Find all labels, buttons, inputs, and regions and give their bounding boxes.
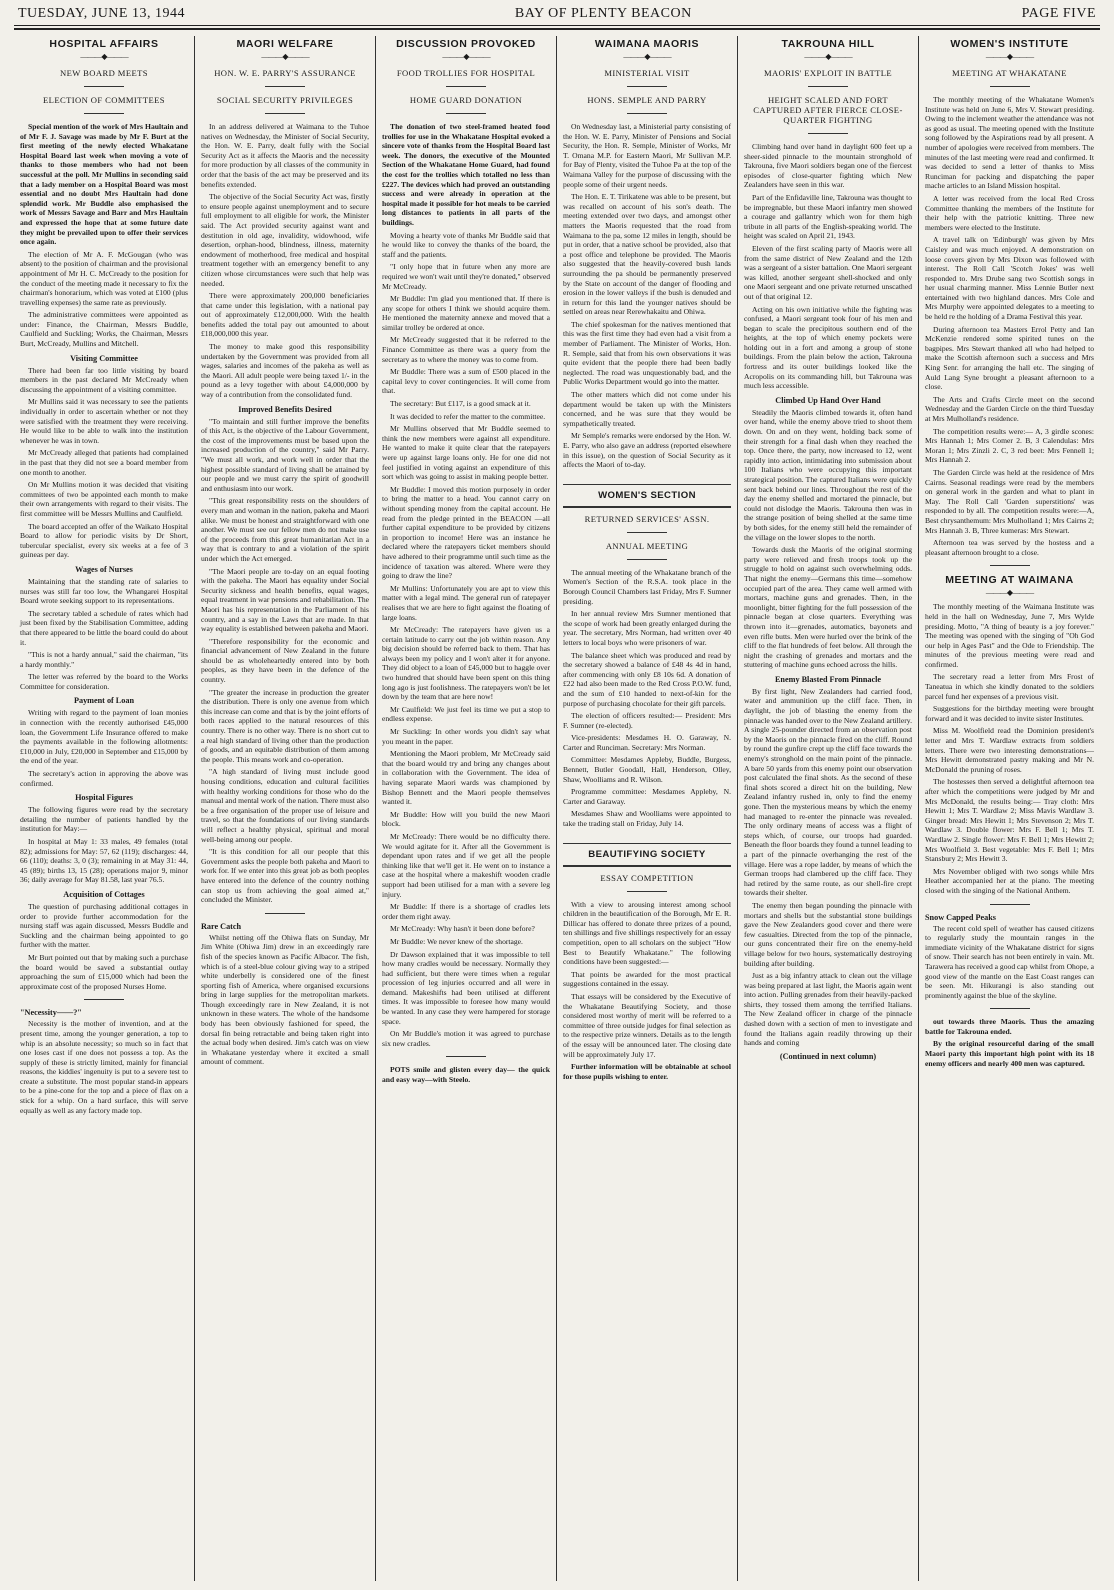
paragraph: There had been far too little visiting by board members in the past declared Mr McCready when discussing the appointment of a visiting committee. [20,365,188,394]
paragraph: "The greater the increase in production the greater the distribution. There is only one avenue from which this increase can come and that is by the joint efforts of both races applied to the natural resources of this country. There is no other way. There is no short cut to a real high standard of living other than the production of goods, and an equitable distribution of them among the people. This means work and co-operation. [201,687,369,764]
paragraph: The letter was referred by the board to the Works Committee for consideration. [20,672,188,691]
paragraph: The chief spokesman for the natives mentioned that this was the first time they had even had a visit from a member of Parliament. The Minister of Works, Hon. R. Semple, said that from his own observations it was quite evident that the people there had been badly neglected. The road was unquestionably bad, and the Public Works Department would go into the matter. [563,319,731,387]
paragraph: With a view to arousing interest among school children in the beautification of the Borough, Mr E. R. Dillicar has offered to donate three prizes of a pound, ten shillings and five shillings respectively for an essay competition, open to all scholars on the subject "How Best to Beautify Whakatane." The following conditions have been suggested:— [563,899,731,967]
paragraph: Mr Buddle: We never knew of the shortage. [390,936,523,946]
short-rule [446,86,486,87]
paragraph: The Hon. E. T. Tirikatene was able to be present, but was recalled on account of his son's death. The meeting extended over two days, and amongst other matters the Maoris requested that the road from Waimana to the pa, some 12 miles in length, should be put in order, that a native school be provided, also that a post office and telephone be provided. The Maoris also suggested that the heavily-covered bush lands surrounding the pa should be permanently preserved by the State on account of the danger of flooding and erosion in the lower valleys if the bush is denuded and in return for this land the younger natives should be settled on areas near Rerewhakaitu and Ohiwa. [563,192,731,317]
short-rule [990,565,1030,566]
section-banner: BEAUTIFYING SOCIETY [563,843,731,867]
subheadline: SOCIAL SECURITY PRIVILEGES [216,95,354,105]
paragraph: Suggestions for the birthday meeting were brought forward and it was decided to invite sister Institutes. [925,704,1094,723]
paragraph: The objective of the Social Security Act was, firstly to ensure people against unemployment and to secure full employment to all eligible for work, the Minister said. The Act provided security against want and destitution in old age, invalidity, widowhood, wife desertion, orphan-hood, blindness, illness, maternity endowment of motherhood, free medical and hospital treatment together with an emergency benefit to any citizen whose circumstances were such that help was needed. [201,192,369,288]
short-rule [808,133,848,134]
paragraph: The question of purchasing additional cottages in order to provide further accommodation for the nursing staff was again discussed, Messrs Buddle and Suckling and the chairman being appointed to go further with the matter. [20,901,188,950]
paragraph: Mr McCready: The ratepayers have given us a certain latitude to carry out the job within reason. Any big decision should be referred back to them. That has always been my policy and I won't alter it for anyone. They did object to a loan of £45,000 but to haggle over two hundred that should have been spent on this thing long ago is just foolishness. The ratepayers won't be let down by the team that are here now! [382,625,550,702]
paragraph: A travel talk on 'Edinburgh' was given by Mrs Caisley and was much enjoyed. A demonstration on loose covers given by Mrs Dixon was followed with interest. The Roll Call 'Scotch Jokes' was well responded to. Mrs Drube sang two Scottish songs in her usual charming manner. Miss Lennie Butler next entertained with two highland dances. Mrs Cole and Mrs Murphy were appointed delegates to a meeting to be held re the holding of a Drama Festival this year. [925,235,1094,322]
paragraph: "To maintain and still further improve the benefits of this Act, is the objective of the Labour Government, the cost of the improvements must be based upon the increased production of the country," said Mr Parry. "We must all work, and work well in order that the highest possible standard of living shall be attained by our people and we must carry the spirit of goodwill and enthusiasm into our work. [201,416,369,493]
paragraph: During afternoon tea Masters Errol Petty and Ian McKenzie rendered some spirited tunes on the bagpipes. Mrs Stewart thanked all who had helped to make the Scottish afternoon such a success and Mrs King Senr. for arranging the hall etc. The singing of Auld Lang Syne brought a pleasant afternoon to a close. [925,324,1094,392]
paragraph: The annual meeting of the Whakatane branch of the Women's Section of the R.S.A. took place in the Borough Council Chambers last Friday, Mrs F. Sumner presiding. [563,567,731,606]
column-maori-welfare [195,36,376,1581]
short-rule [627,86,667,87]
section-heading: Enemy Blasted From Pinnacle [774,674,882,684]
column-hospital-affairs [14,36,195,1581]
subheadline: NEW BOARD MEETS [60,68,148,78]
page-number: PAGE FIVE [1021,6,1096,21]
short-rule [627,891,667,892]
paragraph: Mr Caulfield: We just feel its time we put a stop to endless expense. [382,704,550,724]
column-womens-institute [919,36,1100,1581]
ornament-divider [563,52,731,62]
article-heading: "Necessity——?" [20,1008,82,1018]
short-rule [446,1056,486,1057]
subheadline: ANNUAL MEETING [605,540,689,551]
paragraph: Part of the Enfidaville line, Takrouna was thought to be impregnable, but these Maori infantry men showed a courage and gallantry which won for them high tribute in all parts of the English-speaking world. The height was scaled on April 21, 1943. [744,192,912,241]
short-rule [446,113,486,114]
subheadline: FOOD TROLLIES FOR HOSPITAL [396,68,536,78]
paragraph: It was decided to refer the matter to the committee. [390,411,546,421]
headline: TAKROUNA HILL [781,38,875,50]
headline: WAIMANA MAORIS [594,38,700,50]
paragraph: The secretary tabled a schedule of rates which had just been fixed by the Stabilisation Committee, adding that there appeared to be little the board could do about it. [20,608,188,647]
subheadline: RETURNED SERVICES' ASSN. [584,513,710,524]
subheadline: HOME GUARD DONATION [409,95,523,105]
section-heading: Visiting Committee [70,353,138,363]
short-rule [627,113,667,114]
masthead [14,6,1100,26]
paragraph: Mesdames Shaw and Woolliams were appointed to take the trading stall on Friday, July 14. [563,809,731,829]
paragraph: The following figures were read by the secretary detailing the number of patients handled by the institution for May:— [20,805,188,834]
paragraph: Mr Burt pointed out that by making such a purchase the board would be saved a substantial outlay approaching the sum of £15,000 which had been the approximate cost of the proposed Nurses Home. [20,952,188,991]
paragraph: Writing with regard to the payment of loan monies in connection with the recently authorised £45,000 loan, the Government Life Insurance offered to make the payments available in the following allotments: £10,000 in July, £20,000 in September and £15,000 by the end of the year. [20,708,188,766]
paragraph: Committee: Mesdames Appleby, Buddle, Burgess, Bennett, Butler Goodall, Hall, Henderson, Olley, Shaw, Woolliams and R. Wilson. [563,755,731,784]
paragraph: Mr Semple's remarks were endorsed by the Hon. W. E. Parry, who also gave an address (reported elsewhere in this issue), on the question of Social Security as it affects the Maori of to-day. [563,431,731,470]
section-heading: Climbed Up Hand Over Hand [775,395,881,405]
paragraph: The secretary: But £117, is a good smack at it. [390,399,531,409]
subheadline: MAORIS' EXPLOIT IN BATTLE [763,68,893,78]
ornament-divider [20,52,188,62]
paragraph: There were approximately 200,000 beneficiaries that came under this legislation, with a national pay out of approximately £12,000,000. With the health benefits added the total pay out amounted to about £18,000,000 this year. [201,291,369,339]
paragraph: The hostesses then served a delightful afternoon tea after which the competitions were judged by Mr and Mrs McDonald, the results being:— Tray cloth: Mrs Hewitt 1; Mrs T. Wardlaw 2; Miss Mavis Wardlaw 3. Ginger bread: Mrs Hewitt 1; Mrs Stevenson 2; Mrs T. Wardlaw 3. Double flower: Mrs F. Bell 1; Mrs T. Wardlaw 2. Single flower: Mrs F. Bell 1; Mrs Hewitt 2; Mrs Woolfield 3. Best vegetable: Mrs F. Bell 1; Mrs Stansbury 2; Mrs Hewitt 3. [925,777,1094,864]
paragraph: In hospital at May 1: 33 males, 49 females (total 82); admissions for May: 57, 62 (119); discharges: 44, 66 (110); deaths: 3, 0 (3); remaining in at May 31: 44, 45 (89); births 13, 15 (28); operations major 9, minor 36; daily average for May 81.58, last year 76.5. [20,837,188,885]
ornament-divider [925,588,1094,598]
lead-paragraph: The donation of two steel-framed heated food trollies for use in the Whakatane Hospital evoked a sincere vote of thanks from the Hospital Board last week. The donors, the executive of the Mounted Section of the Whakatane Home Guard, had found the cost for the trollies which totalled no less than £227. The devices which had proved an outstanding success and were already in operation at the hospital made it possible for hot meals to be carried long distances to patients in all parts of the buildings. [382,122,550,227]
paragraph: In her annual review Mrs Sumner mentioned that the scope of work had been greatly enlarged during the year. The secretary, Mrs Norman, had written over 40 letters to local boys who were prisoners of war. [563,609,731,647]
section-heading: Improved Benefits Desired [238,404,332,414]
section-heading: Wages of Nurses [75,564,133,574]
column-takrouna-hill [738,36,919,1581]
paragraph: On Mr Buddle's motion it was agreed to purchase six new cradles. [382,1029,550,1048]
paragraph: Mr Mullins: Unfortunately you are apt to view this matter with a legal mind. The general run of ratepayer realises that we are here to fight against the floating of large loans. [382,583,550,622]
headline: WOMEN'S INSTITUTE [950,38,1069,50]
short-rule [84,999,124,1000]
subheadline: HEIGHT SCALED AND FORT CAPTURED AFTER FIERCE CLOSE-QUARTER FIGHTING [753,95,903,125]
paragraph: The administrative committees were appointed as under: Finance, the Chairman, Messrs Buddle, Caulfield and Suckling; Works, the Chairman, Messrs Burt, McCready, Mullins and Mitchell. [20,310,188,349]
column-waimana-maoris [557,36,738,1581]
section-heading: Hospital Figures [75,793,133,803]
paragraph: "This is not a hardy annual," said the chairman, "its a hardy monthly." [20,650,188,669]
section-banner: WOMEN'S SECTION [563,484,731,508]
paragraph: The money to make good this responsibility undertaken by the Government was provided from all wages, salaries and incomes of the pakeha as well as the Maori. All adult people were being taxed 1/- in the pound as a levy together with about £4,000,000 by way of a contribution from the consolidated fund. [201,342,369,400]
subheadline: HONS. SEMPLE AND PARRY [587,95,707,105]
paragraph: Towards dusk the Maoris of the original storming party were relieved and fresh troops took up the struggle to hold on against such overwhelming odds. That night the enemy—Germans this time—somehow occupied part of the area. They came well armed with mortars, machine guns and grenades. Then, in the moonlight, bitter fighting for the full possession of the pinnacle began at close quarters. Everything was thrown into it—grenades, automatics, bayonets and even rifle butts. Men were hurled over the brink of the cliff to the flat hundreds of feet below. All through the night the crashing of grenades and mortars and the stuttering of machine guns echoed across the hills. [744,545,912,670]
paragraph: Mr McCready alleged that patients had complained in the past that they did not see a board member from one month to another. [20,448,188,477]
paragraph: Mentioning the Maori problem, Mr McCready said that the board would try and bring any changes about in collaboration with the Government. The idea of having separate Maori wards was championed by Bishop Bennett and the Maori people themselves wanted it. [382,749,550,807]
paragraph: "Therefore responsibility for the economic and financial advancement of New Zealand in the future should be as wholeheartedly entered into by both peoples, as they have been in the defence of the country. [201,636,369,685]
paragraph: Mr Mullins said it was necessary to see the patients individually in order to ascertain whether or not they were satisfied with the treatment they were receiving. He would like to be able to walk into the institution whenever he was in town. [20,397,188,445]
paragraph: The secretary read a letter from Mrs Frost of Taneatua in which she kindly donated to the soldiers parcel fund her expenses of a previous visit. [925,672,1094,701]
paragraph: By first light, New Zealanders had carried food, water and ammunition up the cliff face. Then, in daylight, the job of blasting the enemy from the pinnacle was handed over to the New Zealand artillery. A single 25-pounder directed from an observation post by the Maoris on the pinnacle fired on the cliff. Round by round the gunfire crept up the cliff face towards the enemy's stronghold on the main point of the pinnacle. A bare 50 yards from this enemy point our observation post calculated the final shots. As the second of these final shots scored a direct hit on the building, New Zealand infantry rushed in, only to find the enemy gone. Then the mysterious means by which the enemy had managed to re-enter the pinnacle was revealed. The only ordinary means of access was a flight of steps which, of course, our troops had guarded. Beneath the floor boards they found a tunnel leading to a part of the pinnacle overhanging the rest of the village. Here was a rope ladder, by means of which the German troops had clambered up the cliff face. They had retired by the same route, as our shell-fire crept towards their shelter. [744,686,912,898]
ornament-divider [925,52,1094,62]
paragraph: Mr McCready suggested that it be referred to the Finance Committee as there was a query from the secretary as to where the money was to come from. [382,335,550,364]
paper-name: BAY OF PLENTY BEACON [514,6,692,21]
short-rule [84,113,124,114]
paragraph: Mr Buddle: How will you build the new Maori block. [382,809,550,829]
continued-note: (Continued in next column) [779,1051,877,1061]
subheadline: HON. W. E. PARRY'S ASSURANCE [214,68,356,78]
subheadline: MINISTERIAL VISIT [604,68,690,78]
short-rule [627,559,667,560]
paragraph: The monthly meeting of the Whakatane Women's Institute was held on June 6, Mrs V. Stewart presiding. Owing to the inclement weather the attendance was not as good as usual. The meeting opened with the Institute song followed by the Aspirations read by all present. A number of apologies were received from members. The minutes of the last meeting were read and confirmed. It was decided to send a letter of thanks to Miss Runciman for packing and dispatching the paper mache articles to an Island Mission hospital. [925,95,1094,191]
paragraph: Miss M. Woolfield read the Dominion president's letter and Mrs T. Wardlaw extracts from soldiers letters. There were two interesting demonstrations—Mrs Hewitt demonstrated pastry making and Mr N. McDonald the pruning of roses. [925,726,1094,774]
paragraph: The Garden Circle was held at the residence of Mrs Cairns. Seasonal readings were read by the members on general work in the garden and what to plant in May. The Roll Call 'Garden superstitions' was responded to by all. The competition results were:—A, Best chrysanthemum: Mrs Mulholland 1; Mrs Cairns 2; Mrs Hannah 3. B, Three kumeras: Mrs Stewart. [925,467,1094,535]
short-rule [627,532,667,533]
issue-date: TUESDAY, JUNE 13, 1944 [18,6,185,21]
subheadline: ELECTION OF COMMITTEES [43,95,165,105]
paragraph: Mr Buddle: I moved this motion purposely in order to bring the matter to a head. You cannot carry on without spending money from the capital account. He read from the pledge printed in the BEACON —all further capital expenditure to be provided by citizens in proportion to income! Here was an instance he declared where the ratepayers ticket members should have adhered to their programme until such time as the incidence of taxation was altered. Where were they going to draw the line? [382,484,550,581]
paragraph: "This great responsibility rests on the shoulders of every man and woman in the nation, pakeha and Maori alike. We must be honest and straightforward with one another. We must see our fellow men do not make use of the proceeds from this great humanitarian Act in a way that is contrary to and a violation of the spirit under which the Act emerged. [201,496,369,563]
article-heading: Snow Capped Peaks [925,912,996,922]
paragraph: Moving a hearty vote of thanks Mr Buddle said that he would like to convey the thanks of the board, the staff and the patients. [382,230,550,259]
masthead-rule [14,28,1100,30]
paragraph: Mr Buddle: If there is a shortage of cradles lets order them right away. [382,902,550,921]
paragraph: On Wednesday last, a Ministerial party consisting of the Hon. W. E. Parry, Minister of Pensions and Social Security, the Hon. R. Semple, Minister of Works, Mr T. Omana M.P. for Eastern Maori, Mr Sullivan M.P. for Bay of Plenty, visited the Tuhoe Pa at the top of the Waimana Valley for the purpose of discussing with the people some of their urgent needs. [563,122,731,189]
paragraph: The election of officers resulted:— President: Mrs F. Sumner (re-elected). [563,711,731,730]
paragraph: Vice-presidents: Mesdames H. O. Garaway, N. Carter and Runciman. Secretary: Mrs Norman. [563,733,731,752]
paragraph: That essays will be considered by the Executive of the Whakatane Beautifying Society, and those considered most worthy of merit will be referred to a committee of three outside judges for final selection as to the respective prize winners. Details as to the length of the essay will be announced later. The closing date will be approximately July 17. [563,991,731,1059]
paragraph: "It is this condition for all our people that this Government asks the people both pakeha and Maori to work for. If we enter into this great job as both peoples have entered into the defence of the country nothing can stop us from achieving the goal aimed at," concluded the Minister. [201,847,369,905]
paragraph: out towards three Maoris. Thus the amazing battle for Takrouna ended. [925,1017,1094,1036]
paragraph: Eleven of the first scaling party of Maoris were all from the same district of New Zealand and the 12th was a sergeant of a sister battalion. One Maori sergeant was killed, another sergeant shell-shocked and only one Maori sergeant and one private returned unscathed out of that original 12. [744,243,912,301]
paragraph: The recent cold spell of weather has caused citizens to regularly study the mountain ranges in the immediate vicinity of the Whakatane district for signs of snow. Their search has not been entirely in vain. Mt. Tarawera has received a good cap whilst from Ohope, a good view of the mantle on the East Coast ranges can be seen. Mt. Hikurangi is also standing out prominently against the blue of the skyline. [925,923,1094,1000]
advertisement: POTS smile and glisten every day— the quick and easy way—with Steelo. [382,1065,550,1085]
paragraph: On Mr Mullins motion it was decided that visiting committees of two be appointed each month to make their own arrangements with regard to their visits. The first committee will be Messrs Mullins and Caulfield. [20,480,188,518]
paragraph: The balance sheet which was produced and read by the secretary showed a balance of £48 4s 4d in hand, after commencing with only £8 10s 6d. A donation of £22 had also been made to the Red Cross P.O.W. fund, and the sum of £10 handed to next-of-kin for the purpose of purchasing chocolate for their gift parcels. [563,650,731,708]
paragraph: Dr Dawson explained that it was impossible to tell how many cradles would be necessary. Normally they had sufficient, but there were times when a regular procession of leg injuries occurred and all were in demand. Makeshifts had been utilised at different times. It was impossible to foresee how many would be wanted. In any case they were hampered for storage space. [382,949,550,1026]
paragraph: Mr Suckling: In other words you didn't say what you meant in the paper. [382,727,550,746]
headline: MAORI WELFARE [236,38,334,50]
paragraph: Just as a big infantry attack to clean out the village was being prepared at last light, the Maoris again went into action. Pulling grenades from their heavily-packed shirts, they tossed them among the terrified Italians. The New Zealand officer in charge of the pinnacle dashed down with a section of men to investigate and found the Italians again readily throwing up their hands and coming [744,971,912,1048]
ornament-divider [201,52,369,62]
headline: DISCUSSION PROVOKED [396,38,536,50]
paragraph: Afternoon tea was served by the hostess and a pleasant afternoon brought to a close. [925,538,1094,557]
paragraph: Necessity is the mother of invention, and at the present time, among the younger generation, a top to whip is an absolute necessity; so much so in fact that one loses cast if one does not possess a top. As the supply of these is strictly limited, mainly for financial reasons, the kiddies' ingenuity is put to a severe test to create a substitute. The most popular stand-in appears to be a pine-cone for the top and a piece of flax on a stick for a whip. On a hard surface, this will serve equally as well as any factory made top. [20,1019,188,1115]
paragraph: "I only hope that in future when any more are required we won't wait until they're donated," observed Mr McCready. [382,262,550,291]
paragraph: The Arts and Crafts Circle meet on the second Wednesday and the Garden Circle on the third Tuesday at Mrs Mulholland's residence. [925,394,1094,423]
subheadline: MEETING AT WHAKATANE [952,68,1067,78]
paragraph: Maintaining that the standing rate of salaries to nurses was still far too low, the Whangarei Hospital Board wrote seeking support to its representations. [20,576,188,606]
paragraph: Climbing hand over hand in daylight 600 feet up a sheer-sided pinnacle to the mountain stronghold of Takrouna, five Maori soldiers began one of the fiercest episodes of close-quarter fighting which New Zealanders have seen in this war. [744,142,912,190]
paragraph: Mr Mullins observed that Mr Buddle seemed to think the new members were against all expenditure. He wanted to make it quite clear that the ratepayers were up against large loans only. He for one did not feel justified in voting against an expenditure of this sort which was going to assist in making people better. [382,424,550,482]
subheadline: ESSAY COMPETITION [600,872,694,883]
ornament-divider [744,52,912,62]
paragraph: "A high standard of living must include good housing conditions, education and cultural facilities with healthy working conditions for those who do the manual and mental work of the nation. There must also be a free organisation of the proper use of leisure and travel, so that the foundations of our living standards will reflect a healthy physical, spiritual and moral well-being among our people. [201,767,369,844]
paragraph: A letter was received from the local Red Cross Committee thanking the members of the Institute for their help with the patriotic knitting. Three new members were elected to the Institute. [925,193,1094,232]
short-rule [990,1008,1030,1009]
paragraph: Mr McCready: There would be no difficulty there. We would agitate for it. After all the Government is dependant upon rates and if we get all the people thinking like that we'll get it. He went on to instance a case at the hospital where a makeshift wooden cradle support had been utilised for a man with a severe leg injury. [382,831,550,899]
paragraph: That points be awarded for the most practical suggestions contained in the essay. [563,969,731,989]
paragraph: Whilst netting off the Ohiwa flats on Sunday, Mr Jim White (Ohiwa Jim) drew in an exceedingly rare fish of the species known as Pacific Albacor. The fish, which is of a steel-blue colour giving way to a striped white underbelly is considered one of the finest sporting fish of America, where organised excursions bring in large supplies for the metropolitan markets. Though exceedingly rare in New Zealand, it is not unknown in these waters. The whole of the handsome body has been obviously fashioned for speed, the dorsal fin being retractable and being taken right into the actual body when desired. Jim's catch was on view in Whakatane yesterday where it excited a small amount of comment. [201,932,369,1067]
short-rule [265,913,305,914]
paragraph: The election of Mr A. F. McGougan (who was absent) to the position of chairman and the provisional appointment of Mr H. C. McCready to the position for the conduct of the meeting made it necessary to fix the chairman's honorarium, which was voted at £100 (plus travelling expenses) the same rate as previously. [20,249,188,307]
paragraph: "The Maori people are to-day on an equal footing with the pakeha. The Maori has equality under Social Security sickness and health benefits, equal wages, equal treatment in war pensions and rehabilitation. The Maori has his representation in the Parliament of his country, and a say in the Laws that are made. In that way equality is established between pakeha and Maori. [201,566,369,634]
paragraph: By the original resourceful daring of the small Maori party this important high point with its 18 enemy officers and nearly 400 men was captured. [925,1039,1094,1068]
headline: MEETING AT WAIMANA [945,574,1074,587]
short-rule [990,904,1030,905]
ornament-divider [382,52,550,62]
paragraph: Steadily the Maoris climbed towards it, often hand over hand, while the enemy above tried to shoot them down. On and on they went, holding back some of their strength for a final dash when they reached the top. Once there, the party, now increased to 12, went rapidly into action, intimidating into submission about 100 Italians who were occupying this important strategical position. The captured Italians were quickly sent back behind our lines. Throughout the rest of the day the enemy shelled and mortared the pinnacle, but could not dislodge the Maoris. Takrouna then was in the strange position of being shelled at the same time by both sides, for the enemy still held the remainder of the village on the lower slopes to the north. [744,407,912,542]
paragraph: The secretary's action in approving the above was confirmed. [20,769,188,788]
article-heading: Rare Catch [201,921,242,931]
paragraph: The board accepted an offer of the Waikato Hospital Board to allow for periodic visits by Dr Short, tubercular specialist, every six weeks at a fee of 3 guineas per day. [20,521,188,560]
columns [14,36,1100,1581]
section-heading: Payment of Loan [73,696,135,706]
paragraph: Mr Buddle: I'm glad you mentioned that. If there is any scope for others I think we should acquire them. He mentioned the maternity annexe and moved that a similar trolley be ordered at once. [382,294,550,332]
paragraph: Programme committee: Mesdames Appleby, N. Carter and Garaway. [563,787,731,806]
short-rule [265,86,305,87]
paragraph: Mr McCready: Why hasn't it been done before? [390,924,535,934]
paragraph: The monthly meeting of the Waimana Institute was held in the hall on Wednesday, June 7, Mrs Wylde presiding. Motto, "A thing of beauty is a joy forever." The meeting was opened with the singing of "Oh God our help in Ages Past" and the Ode to Friendship. The minutes of the previous meeting were read and confirmed. [925,602,1094,669]
headline: HOSPITAL AFFAIRS [49,38,159,50]
paragraph: The competition results were:— A, 3 girdle scones: Mrs Hannah 1; Mrs Comer 2. B, 3 Calendulas: Mrs Moran 1; Mrs Zinzli 2. C, 3 red beet: Mrs Fennell 1; Mrs Hannah 2. [925,426,1094,465]
paragraph: In an address delivered at Waimana to the Tuhoe natives on Wednesday, the Minister of Social Security, the Hon. W. E. Parry, dealt fully with the Social Security Act as it affects the Maoris and the necessity for more production by all classes of the community in order that the basis of the act may be preserved and its benefits extended. [201,122,369,189]
section-heading: Acquisition of Cottages [63,889,145,899]
paragraph: The enemy then began pounding the pinnacle with mortars and shells but the substantial stone buildings gave the New Zealanders good cover and there were few casualties. Directed from the top of the pinnacle, our guns concentrated their fire on the enemy-held village below for two hours, systematically destroying building after building. [744,900,912,968]
lead-paragraph: Special mention of the work of Mrs Haultain and of Mr F. J. Savage was made by Mr F. Burt at the first meeting of the newly elected Whakatane Hospital Board last week when moving a vote of thanks to those members who had not been successful at the poll. Mr Mullins in seconding said that a lady member on a Hospital Board was most essential and no doubt Mrs Haultain had done splendid work. Mr Buddle also emphasised the work of Messrs Savage and Barr and Mrs Haultain and expressed the hope that at some future date they might be prevailed upon to offer their services once again. [20,122,188,247]
paragraph: Further information will be obtainable at school for those pupils wishing to enter. [563,1062,731,1081]
paragraph: Acting on his own initiative while the fighting was confused, a Maori sergeant took four of his men and began to scale the precipitous southern end of the heights, at the top of which enemy pockets were holding out in a fort and among a group of stone buildings. From the plain below the action, Takrouna fortress and its outer buildings looked like the Acropolis on its commanding hill, but Takrouna was much less accessible. [744,304,912,391]
paragraph: Mrs November obliged with two songs while Mrs Heather accompanied her at the piano. The meeting closed with the singing of the National Anthem. [925,866,1094,895]
short-rule [84,86,124,87]
short-rule [990,86,1030,87]
short-rule [265,113,305,114]
paragraph: Mr Buddle: There was a sum of £500 placed in the capital levy to cover contingencies. It will come from that. [382,367,550,396]
paragraph: The other matters which did not come under his department would be taken up with the Ministers concerned, and he was sure that they would be sympathetically treated. [563,390,731,428]
column-discussion-provoked [376,36,557,1581]
short-rule [808,86,848,87]
